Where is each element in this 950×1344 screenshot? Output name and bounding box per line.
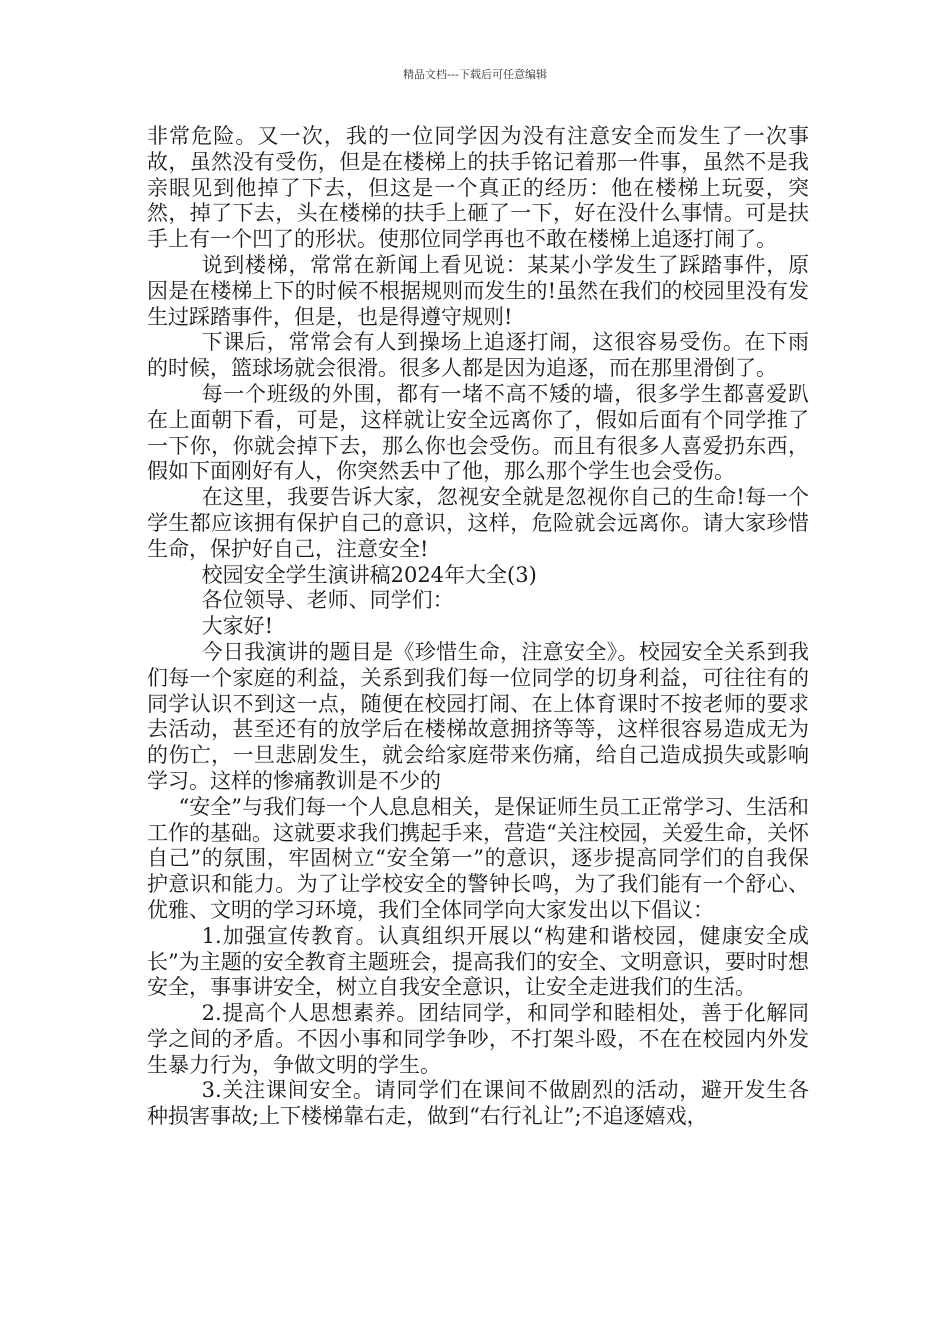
list-item-2: 2.提高个人思想素养。团结同学，和同学和睦相处，善于化解同学之间的矛盾。不因小事和同学争吵，不打架斗殴，不在在校园内外发生暴力行为，争做文明的学生。 — [147, 1001, 809, 1077]
document-body — [147, 124, 809, 1130]
list-item-3: 3.关注课间安全。请同学们在课间不做剧烈的活动，避开发生各种损害事故;上下楼梯靠右走，做到“右行礼让”;不追逐嬉戏， — [147, 1078, 809, 1129]
paragraph-after-class: 下课后，常常会有人到操场上追逐打闹，这很容易受伤。在下雨的时候，篮球场就会很滑。很多人都是因为追逐，而在那里滑倒了。 — [147, 330, 809, 381]
section-title: 校园安全学生演讲稿2024年大全(3) — [201, 562, 537, 587]
greeting: 大家好! — [201, 614, 274, 639]
salutation: 各位领导、老师、同学们： — [201, 588, 454, 613]
paragraph-speech-topic: 今日我演讲的题目是《珍惜生命，注意安全》。校园安全关系到我们每一个家庭的利益，关系到我们每一位同学的切身利益，可往往有的同学认识不到这一点，随便在校园打闹、在上体育课时不按老师的要求去活动，甚至还有的放学后在楼梯故意拥挤等等，这样很容易造成无为的伤亡，一旦悲剧发生，就会给家庭带来伤痛，给自己造成损失或影响学习。这样的惨痛教训是不少的 — [147, 639, 809, 793]
paragraph-wall: 每一个班级的外围，都有一堵不高不矮的墙，很多学生都喜爱趴在上面朝下看，可是，这样就让安全远离你了，假如后面有个同学推了一下你，你就会掉下去，那么你也会受伤。而且有很多人喜爱扔东西，假如下面刚好有人，你突然丢中了他，那么那个学生也会受伤。 — [147, 381, 809, 484]
paragraph-conclusion: 在这里，我要告诉大家，忽视安全就是忽视你自己的生命!每一个学生都应该拥有保护自己的意识，这样，危险就会远离你。请大家珍惜生命，保护好自己，注意安全! — [147, 485, 809, 561]
paragraph-safety-importance: “安全”与我们每一个人息息相关，是保证师生员工正常学习、生活和工作的基础。这就要求我们携起手来，营造“关注校园，关爱生命，关怀自己”的氛围，牢固树立“安全第一”的意识，逐步提高同学们的自我保护意识和能力。为了让学校安全的警钟长鸣，为了我们能有一个舒心、优雅、文明的学习环境，我们全体同学向大家发出以下倡议： — [147, 794, 809, 922]
paragraph-stairs: 说到楼梯，常常在新闻上看见说：某某小学发生了踩踏事件，原因是在楼梯上下的时候不根据规则而发生的!虽然在我们的校园里没有发生过踩踏事件，但是，也是得遵守规则! — [147, 252, 809, 329]
page-header: 精品文档---下载后可任意编辑 — [403, 68, 547, 81]
list-item-1: 1.加强宣传教育。认真组织开展以“构建和谐校园，健康安全成长”为主题的安全教育主题班会，提高我们的安全、文明意识，要时时想安全，事事讲安全，树立自我安全意识，让安全走进我们的生活。 — [147, 923, 809, 1000]
paragraph-continuation: 非常危险。又一次，我的一位同学因为没有注意安全而发生了一次事故，虽然没有受伤，但是在楼梯上的扶手铭记着那一件事，虽然不是我亲眼见到他掉了下去，但这是一个真正的经历：他在楼梯上玩耍，突然，掉了下去，头在楼梯的扶手上砸了一下，好在没什么事情。可是扶手上有一个凹了的形状。使那位同学再也不敢在楼梯上追逐打闹了。 — [147, 124, 809, 252]
